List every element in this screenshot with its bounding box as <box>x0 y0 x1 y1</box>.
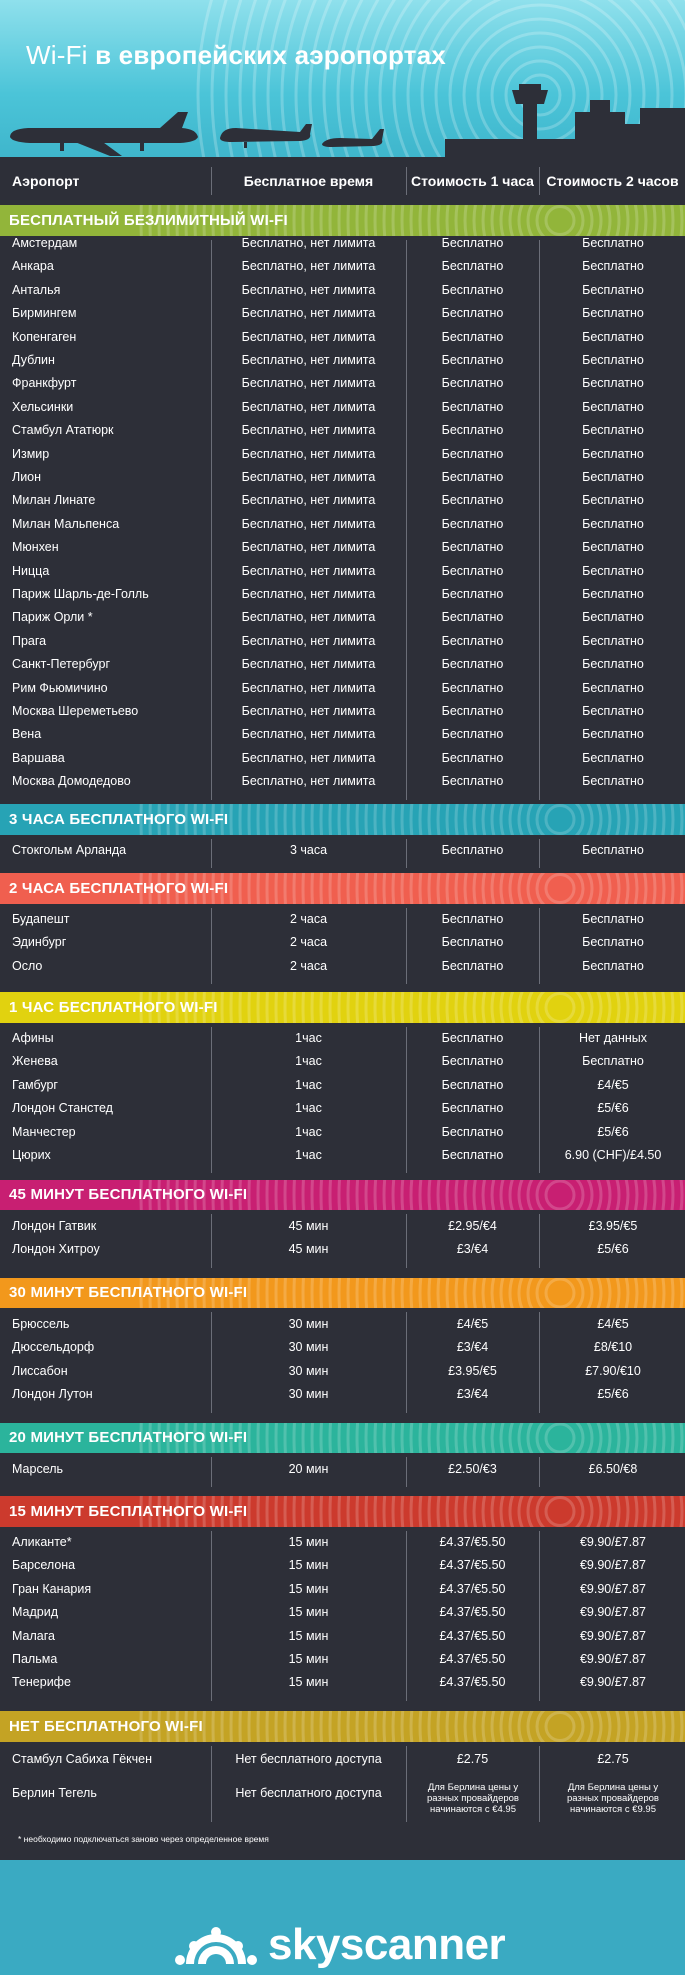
airport-name: Стокгольм Арланда <box>12 843 127 857</box>
airport-name: Вена <box>12 727 42 742</box>
cost-2h: Бесплатно <box>582 399 644 414</box>
cost-1h: £4.37/€5.50 <box>439 1675 506 1690</box>
cost-2h: £4/€5 <box>597 1317 629 1331</box>
airport-name: Афины <box>12 1031 54 1045</box>
cost-2h: £6.50/€8 <box>588 1462 638 1476</box>
cost-1h: Бесплатно <box>441 493 504 508</box>
cost-2h: Бесплатно <box>582 259 644 274</box>
cost-1h: £4.37/€5.50 <box>439 1581 506 1596</box>
free-time: 15 мин <box>288 1652 329 1666</box>
airport-name: Лондон Гатвик <box>12 1219 97 1233</box>
free-time: 30 мин <box>288 1387 329 1402</box>
free-time: 1час <box>295 1054 322 1069</box>
cost-1h: Бесплатно <box>441 376 504 391</box>
airport-name: Барселона <box>12 1558 76 1573</box>
cost-1h: Бесплатно <box>441 399 504 414</box>
cost-2h: Бесплатно <box>582 912 644 926</box>
airport-name: Лондон Станстед <box>12 1101 113 1116</box>
cost-1h: Бесплатно <box>441 657 504 672</box>
airport-name: Бирмингем <box>12 306 77 321</box>
airport-name: Лондон Лутон <box>12 1387 93 1402</box>
col-divider <box>211 1746 212 1822</box>
airport-name: Санкт-Петербург <box>12 657 111 672</box>
free-time: Бесплатно, нет лимита <box>241 353 376 367</box>
airport-name: Измир <box>12 446 50 461</box>
cost-2h: Нет данных <box>578 1031 648 1045</box>
airport-name: Копенгаген <box>12 329 77 344</box>
section-header <box>0 1278 685 1308</box>
cost-2h: €9.90/£7.87 <box>579 1628 647 1643</box>
cost-1h: Бесплатно <box>441 1077 504 1092</box>
cost-2h: Бесплатно <box>582 935 644 950</box>
cost-1h: Бесплатно <box>441 1054 504 1069</box>
cost-1h: Бесплатно <box>441 633 504 648</box>
cost-2h: Бесплатно <box>582 843 644 857</box>
free-time: Бесплатно, нет лимита <box>241 587 376 601</box>
cost-2h: Бесплатно <box>582 563 644 578</box>
col-divider <box>406 240 407 800</box>
col-free-time: Бесплатное время <box>243 173 374 189</box>
free-time: Бесплатно, нет лимита <box>241 516 376 531</box>
cost-2h: Бесплатно <box>582 353 644 367</box>
free-time: Бесплатно, нет лимита <box>241 259 376 274</box>
free-time: Бесплатно, нет лимита <box>241 470 376 484</box>
cost-2h: Бесплатно <box>582 446 644 461</box>
free-time: 15 мин <box>288 1558 329 1573</box>
col-divider <box>539 1312 540 1413</box>
cost-1h: £3.95/€5 <box>448 1363 497 1378</box>
col-cost-1h: Стоимость 1 часа <box>411 173 534 189</box>
airport-name: Москва Домодедово <box>12 774 131 789</box>
cost-2h: Бесплатно <box>582 610 644 625</box>
free-time: Бесплатно, нет лимита <box>241 236 376 250</box>
free-time: Бесплатно, нет лимита <box>241 306 376 321</box>
free-time: 15 мин <box>288 1535 329 1549</box>
section-label: 2 ЧАСА БЕСПЛАТНОГО WI-FI <box>9 880 229 897</box>
cost-1h: Бесплатно <box>441 704 504 718</box>
cost-1h: Бесплатно <box>441 958 504 973</box>
cost-1h: £4.37/€5.50 <box>439 1605 506 1620</box>
section-header <box>0 873 685 904</box>
free-time: Бесплатно, нет лимита <box>241 657 376 672</box>
airport-name: Брюссель <box>12 1317 70 1331</box>
section-header <box>0 205 685 236</box>
airport-name: Лондон Хитроу <box>12 1242 100 1257</box>
free-time: Бесплатно, нет лимита <box>241 376 376 391</box>
free-time: Нет бесплатного доступа <box>235 1786 382 1800</box>
free-time: Бесплатно, нет лимита <box>241 282 376 297</box>
airport-name: Манчестер <box>12 1124 76 1139</box>
airport-name: Милан Мальпенса <box>12 516 120 531</box>
title-light: Wi-Fi <box>26 40 88 70</box>
free-time: Бесплатно, нет лимита <box>241 399 376 414</box>
cost-2h: £3.95/€5 <box>588 1219 638 1233</box>
cost-1h: Бесплатно <box>441 353 504 367</box>
col-divider <box>539 1027 540 1173</box>
cost-2h: €9.90/£7.87 <box>579 1558 647 1573</box>
col-divider <box>211 839 212 868</box>
free-time: Бесплатно, нет лимита <box>241 540 376 555</box>
cost-1h: Бесплатно <box>441 587 504 601</box>
airport-name: Будапешт <box>12 912 70 926</box>
airport-name: Амстердам <box>12 236 78 250</box>
free-time: 1час <box>295 1148 322 1162</box>
section-header <box>0 1180 685 1210</box>
airport-name: Малага <box>12 1628 55 1643</box>
col-divider <box>539 167 540 195</box>
col-divider <box>539 839 540 868</box>
cost-1h: £3/€4 <box>456 1387 489 1402</box>
col-divider <box>539 908 540 984</box>
cost-2h: €9.90/£7.87 <box>579 1652 647 1666</box>
free-time: 20 мин <box>288 1462 329 1476</box>
cost-2h: Бесплатно <box>582 958 644 973</box>
cost-1h: Бесплатно <box>441 1124 504 1139</box>
cost-1h: Бесплатно <box>441 1031 504 1045</box>
airport-name: Париж Шарль-де-Голль <box>12 587 149 601</box>
free-time: 15 мин <box>288 1628 329 1643</box>
cost-2h: Бесплатно <box>582 774 644 789</box>
header-banner <box>0 0 685 157</box>
cost-1h: Бесплатно <box>441 935 504 950</box>
free-time: Бесплатно, нет лимита <box>241 329 376 344</box>
cost-1h: £2.95/€4 <box>448 1219 497 1233</box>
col-divider <box>406 1746 407 1822</box>
cost-2h: Бесплатно <box>582 423 644 438</box>
section-label: НЕТ БЕСПЛАТНОГО WI-FI <box>9 1718 203 1735</box>
cost-2h: Бесплатно <box>582 680 644 695</box>
airport-skyline-illustration <box>0 82 685 157</box>
airport-name: Осло <box>12 958 43 973</box>
airport-name: Стамбул Ататюрк <box>12 423 114 438</box>
airport-name: Хельсинки <box>12 399 74 414</box>
cost-2h: £5/€6 <box>597 1124 629 1139</box>
cost-2h: Бесплатно <box>582 470 644 484</box>
cost-1h: £4.37/€5.50 <box>439 1652 506 1666</box>
section-label: 30 МИНУТ БЕСПЛАТНОГО WI-FI <box>9 1284 248 1301</box>
free-time: Бесплатно, нет лимита <box>241 774 376 789</box>
cost-1h: £4/€5 <box>456 1317 489 1331</box>
cost-2h: Бесплатно <box>582 633 644 648</box>
cost-2h: 6.90 (CHF)/£4.50 <box>564 1148 662 1162</box>
free-time: 1час <box>295 1077 322 1092</box>
airport-name: Мюнхен <box>12 540 59 555</box>
col-divider <box>406 1312 407 1413</box>
page-title <box>26 40 446 71</box>
cost-1h: Бесплатно <box>441 282 504 297</box>
free-time: 1час <box>295 1031 322 1045</box>
title-bold: в европейских аэропортах <box>95 40 446 70</box>
airport-name: Рим Фьюмичино <box>12 680 108 695</box>
airport-name: Лиссабон <box>12 1363 68 1378</box>
section-label: 20 МИНУТ БЕСПЛАТНОГО WI-FI <box>9 1429 248 1446</box>
col-divider <box>406 1214 407 1268</box>
cost-1h: Бесплатно <box>441 563 504 578</box>
cost-2h: Бесплатно <box>582 329 644 344</box>
free-time: Бесплатно, нет лимита <box>241 423 376 438</box>
col-divider <box>406 1531 407 1701</box>
section-header <box>0 992 685 1023</box>
col-divider <box>211 1214 212 1268</box>
airport-name: Марсель <box>12 1462 64 1476</box>
free-time: Бесплатно, нет лимита <box>241 727 376 742</box>
cost-1h: Для Берлина цены у разных провайдеров начинаются с €4.95 <box>427 1782 519 1815</box>
airport-name: Берлин Тегель <box>12 1786 97 1800</box>
airport-name: Милан Линате <box>12 493 96 508</box>
column-headers <box>0 157 685 205</box>
cost-2h: Бесплатно <box>582 540 644 555</box>
cost-1h: Бесплатно <box>441 1148 504 1162</box>
free-time: 2 часа <box>289 912 328 926</box>
airport-name: Париж Орли * <box>12 610 93 625</box>
col-divider <box>539 1457 540 1487</box>
airport-name: Анталья <box>12 282 61 297</box>
free-time: 1час <box>295 1101 322 1116</box>
cost-2h: £2.75 <box>597 1752 629 1766</box>
cost-1h: Бесплатно <box>441 680 504 695</box>
col-airport: Аэропорт <box>12 173 80 189</box>
free-time: 2 часа <box>289 935 328 950</box>
section-label: 45 МИНУТ БЕСПЛАТНОГО WI-FI <box>9 1186 248 1203</box>
free-time: 30 мин <box>288 1340 329 1355</box>
free-time: Бесплатно, нет лимита <box>241 610 376 625</box>
airport-name: Гамбург <box>12 1077 58 1092</box>
cost-2h: Бесплатно <box>582 306 644 321</box>
col-divider <box>406 1457 407 1487</box>
cost-1h: Бесплатно <box>441 843 504 857</box>
cost-2h: €9.90/£7.87 <box>579 1605 647 1620</box>
free-time: 15 мин <box>288 1605 329 1620</box>
col-divider <box>406 1027 407 1173</box>
airport-name: Прага <box>12 633 47 648</box>
cost-2h: €9.90/£7.87 <box>579 1675 647 1690</box>
cost-1h: Бесплатно <box>441 540 504 555</box>
free-time: Бесплатно, нет лимита <box>241 493 376 508</box>
free-time: 45 мин <box>288 1242 329 1257</box>
free-time: Нет бесплатного доступа <box>235 1752 382 1766</box>
airport-name: Анкара <box>12 259 54 274</box>
cost-1h: Бесплатно <box>441 750 504 765</box>
col-divider <box>211 1531 212 1701</box>
cost-2h: €9.90/£7.87 <box>579 1535 647 1549</box>
cost-2h: Бесплатно <box>582 516 644 531</box>
section-header <box>0 804 685 835</box>
airport-name: Лион <box>12 470 42 484</box>
cost-1h: Бесплатно <box>441 774 504 789</box>
free-time: Бесплатно, нет лимита <box>241 633 376 648</box>
cost-1h: £3/€4 <box>456 1242 489 1257</box>
airport-name: Эдинбург <box>12 935 67 950</box>
section-label: 1 ЧАС БЕСПЛАТНОГО WI-FI <box>9 999 218 1016</box>
cost-1h: Бесплатно <box>441 236 504 250</box>
cost-1h: Бесплатно <box>441 727 504 742</box>
section-header <box>0 1423 685 1453</box>
free-time: 2 часа <box>289 958 328 973</box>
section-label: БЕСПЛАТНЫЙ БЕЗЛИМИТНЫЙ WI-FI <box>9 212 288 229</box>
col-divider <box>211 240 212 800</box>
cost-1h: Бесплатно <box>441 912 504 926</box>
cost-2h: Бесплатно <box>582 704 644 718</box>
cost-1h: Бесплатно <box>441 1101 504 1116</box>
cost-2h: Бесплатно <box>582 657 644 672</box>
airport-name: Франкфурт <box>12 376 77 391</box>
cost-2h: Бесплатно <box>582 236 644 250</box>
cost-2h: Бесплатно <box>582 727 644 742</box>
airport-name: Мадрид <box>12 1605 59 1620</box>
free-time: Бесплатно, нет лимита <box>241 446 376 461</box>
col-divider <box>406 908 407 984</box>
cost-2h: £4/€5 <box>597 1077 629 1092</box>
col-divider <box>211 167 212 195</box>
cost-1h: Бесплатно <box>441 423 504 438</box>
col-divider <box>211 1457 212 1487</box>
footnote: * необходимо подключаться заново через определенное время <box>18 1834 269 1844</box>
col-divider <box>539 1531 540 1701</box>
cost-2h: Бесплатно <box>582 1054 644 1069</box>
airport-name: Тенерифе <box>12 1675 71 1690</box>
free-time: 30 мин <box>288 1363 329 1378</box>
free-time: Бесплатно, нет лимита <box>241 563 376 578</box>
col-divider <box>211 1312 212 1413</box>
cost-2h: Бесплатно <box>582 376 644 391</box>
cost-1h: £2.75 <box>456 1752 489 1766</box>
section-label: 3 ЧАСА БЕСПЛАТНОГО WI-FI <box>9 811 229 828</box>
free-time: 45 мин <box>288 1219 329 1233</box>
skyscanner-logo: skyscanner <box>268 1920 506 1969</box>
cost-1h: £2.50/€3 <box>448 1462 497 1476</box>
cost-2h: Для Берлина цены у разных провайдеров начинаются с €9.95 <box>567 1782 659 1815</box>
airport-name: Пальма <box>12 1652 58 1666</box>
col-cost-2h: Стоимость 2 часов <box>546 173 679 189</box>
col-divider <box>539 240 540 800</box>
cost-2h: Бесплатно <box>582 587 644 601</box>
col-divider <box>539 1746 540 1822</box>
free-time: 15 мин <box>288 1675 329 1690</box>
col-divider <box>406 839 407 868</box>
col-divider <box>539 1214 540 1268</box>
cost-2h: Бесплатно <box>582 750 644 765</box>
airport-name: Дюссельдорф <box>12 1340 95 1355</box>
cost-2h: Бесплатно <box>582 282 644 297</box>
cost-1h: Бесплатно <box>441 610 504 625</box>
cost-2h: Бесплатно <box>582 493 644 508</box>
cost-1h: Бесплатно <box>441 329 504 344</box>
free-time: Бесплатно, нет лимита <box>241 750 376 765</box>
cost-1h: Бесплатно <box>441 306 504 321</box>
skyscanner-logo-icon <box>168 1918 264 1974</box>
cost-2h: £8/€10 <box>593 1340 633 1355</box>
airport-name: Цюрих <box>12 1148 51 1162</box>
airport-name: Стамбул Сабиха Гёкчен <box>12 1752 152 1766</box>
col-divider <box>406 167 407 195</box>
col-divider <box>211 908 212 984</box>
airport-name: Ницца <box>12 563 50 578</box>
cost-2h: £5/€6 <box>597 1101 629 1116</box>
airport-name: Женева <box>12 1054 58 1069</box>
cost-2h: £5/€6 <box>597 1242 629 1257</box>
free-time: 1час <box>295 1124 322 1139</box>
free-time: Бесплатно, нет лимита <box>241 680 376 695</box>
airport-name: Варшава <box>12 750 65 765</box>
airport-name: Гран Канария <box>12 1581 92 1596</box>
free-time: 30 мин <box>288 1317 329 1331</box>
free-time: 15 мин <box>288 1581 329 1596</box>
cost-1h: Бесплатно <box>441 516 504 531</box>
section-label: 15 МИНУТ БЕСПЛАТНОГО WI-FI <box>9 1503 248 1520</box>
free-time: Бесплатно, нет лимита <box>241 704 376 718</box>
cost-1h: Бесплатно <box>441 470 504 484</box>
cost-1h: £4.37/€5.50 <box>439 1535 506 1549</box>
cost-2h: £5/€6 <box>597 1387 629 1402</box>
cost-1h: Бесплатно <box>441 446 504 461</box>
cost-1h: £4.37/€5.50 <box>439 1558 506 1573</box>
airport-name: Дублин <box>12 353 55 367</box>
cost-1h: £4.37/€5.50 <box>439 1628 506 1643</box>
airport-name: Аликанте* <box>12 1535 72 1549</box>
cost-2h: €9.90/£7.87 <box>579 1581 647 1596</box>
cost-1h: £3/€4 <box>456 1340 489 1355</box>
airport-name: Москва Шереметьево <box>12 704 139 718</box>
footer <box>0 1860 685 1975</box>
section-header <box>0 1496 685 1527</box>
free-time: 3 часа <box>289 843 328 857</box>
cost-1h: Бесплатно <box>441 259 504 274</box>
section-header <box>0 1711 685 1742</box>
cost-2h: £7.90/€10 <box>585 1363 641 1378</box>
col-divider <box>211 1027 212 1173</box>
